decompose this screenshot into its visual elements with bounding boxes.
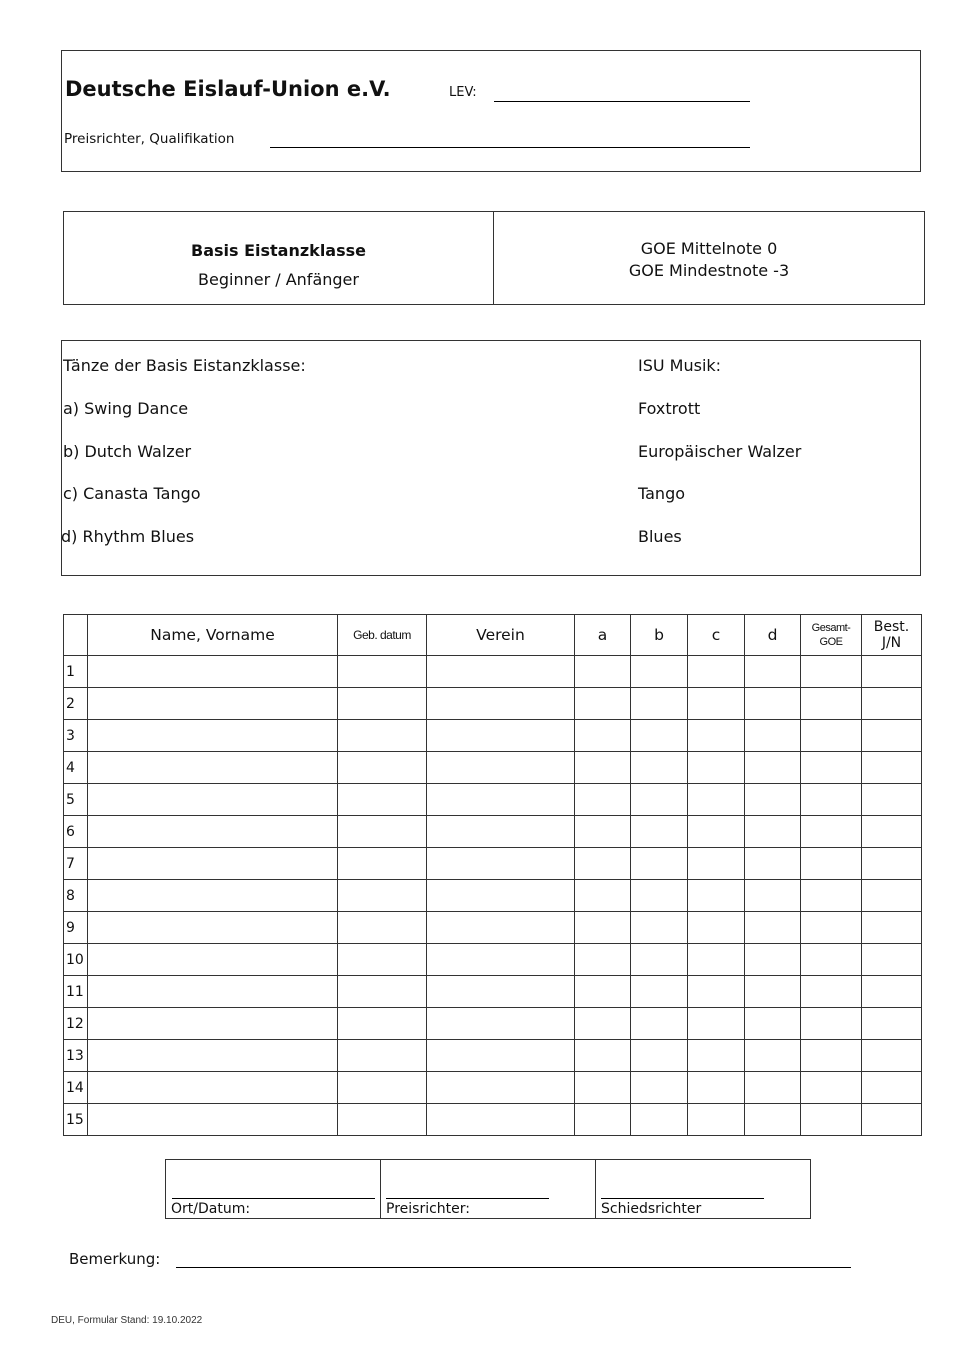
score-a-cell[interactable] (575, 656, 631, 688)
goe-info (494, 212, 924, 304)
passed-cell[interactable] (862, 784, 922, 816)
total-goe-cell[interactable] (801, 1008, 862, 1040)
club-cell[interactable] (427, 784, 575, 816)
table-row (64, 1072, 922, 1104)
row-number: 2 (64, 688, 88, 720)
score-c-cell[interactable] (688, 656, 745, 688)
score-c-cell[interactable] (688, 816, 745, 848)
place-date-line[interactable] (172, 1198, 375, 1199)
score-a-cell[interactable] (575, 752, 631, 784)
score-b-cell[interactable] (631, 656, 688, 688)
table-row (64, 1040, 922, 1072)
judge-line[interactable] (386, 1198, 549, 1199)
birthdate-cell[interactable] (338, 720, 427, 752)
music-heading: ISU Musik: (638, 356, 722, 375)
score-c-cell[interactable] (688, 976, 745, 1008)
row-number: 8 (64, 880, 88, 912)
score-a-cell[interactable] (575, 976, 631, 1008)
score-a-cell[interactable] (575, 816, 631, 848)
score-c-cell[interactable] (688, 1072, 745, 1104)
organization-title: Deutsche Eislauf-Union e.V. (65, 77, 391, 101)
place-date-label: Ort/Datum: (171, 1201, 251, 1217)
passed-cell[interactable] (862, 912, 922, 944)
total-goe-cell[interactable] (801, 912, 862, 944)
name-cell[interactable] (88, 976, 338, 1008)
total-goe-cell[interactable] (801, 848, 862, 880)
score-b-cell[interactable] (631, 848, 688, 880)
score-b-cell[interactable] (631, 912, 688, 944)
score-d-cell[interactable] (745, 688, 801, 720)
name-cell[interactable] (88, 752, 338, 784)
passed-cell[interactable] (862, 976, 922, 1008)
club-cell[interactable] (427, 848, 575, 880)
birthdate-cell[interactable] (338, 784, 427, 816)
header-box (61, 50, 921, 172)
passed-cell[interactable] (862, 688, 922, 720)
score-d-cell[interactable] (745, 1072, 801, 1104)
birthdate-cell[interactable] (338, 752, 427, 784)
total-goe-cell[interactable] (801, 720, 862, 752)
birthdate-cell[interactable] (338, 688, 427, 720)
score-d-cell[interactable] (745, 880, 801, 912)
score-b-cell[interactable] (631, 880, 688, 912)
score-d-cell[interactable] (745, 656, 801, 688)
total-goe-cell[interactable] (801, 976, 862, 1008)
form-version-footer: DEU, Formular Stand: 19.10.2022 (51, 1315, 203, 1326)
birthdate-cell[interactable] (338, 912, 427, 944)
score-d-cell[interactable] (745, 976, 801, 1008)
row-number: 1 (64, 656, 88, 688)
remark-input-line[interactable] (176, 1267, 851, 1268)
score-c-cell[interactable] (688, 848, 745, 880)
score-a-cell[interactable] (575, 720, 631, 752)
birthdate-cell[interactable] (338, 1104, 427, 1136)
col-header-c: c (688, 615, 745, 656)
score-b-cell[interactable] (631, 1072, 688, 1104)
score-d-cell[interactable] (745, 1008, 801, 1040)
score-b-cell[interactable] (631, 816, 688, 848)
passed-cell[interactable] (862, 1104, 922, 1136)
name-cell[interactable] (88, 1008, 338, 1040)
name-cell[interactable] (88, 1040, 338, 1072)
table-row (64, 880, 922, 912)
score-b-cell[interactable] (631, 1040, 688, 1072)
passed-cell[interactable] (862, 1040, 922, 1072)
goe-average: GOE Mittelnote 0 (640, 239, 778, 258)
music-item: Europäischer Walzer (638, 442, 802, 461)
club-cell[interactable] (427, 1008, 575, 1040)
dances-box (61, 340, 921, 576)
table-row (64, 784, 922, 816)
name-cell[interactable] (88, 1072, 338, 1104)
row-number: 4 (64, 752, 88, 784)
total-goe-cell[interactable] (801, 688, 862, 720)
name-cell[interactable] (88, 880, 338, 912)
col-header-name: Name, Vorname (88, 615, 338, 656)
birthdate-cell[interactable] (338, 880, 427, 912)
qualification-label: Preisrichter, Qualifikation (64, 131, 235, 147)
total-goe-cell[interactable] (801, 1040, 862, 1072)
name-cell[interactable] (88, 656, 338, 688)
score-a-cell[interactable] (575, 1008, 631, 1040)
passed-cell[interactable] (862, 816, 922, 848)
passed-cell[interactable] (862, 1008, 922, 1040)
dance-item: a) Swing Dance (63, 399, 189, 418)
total-goe-cell[interactable] (801, 656, 862, 688)
birthdate-cell[interactable] (338, 1072, 427, 1104)
score-a-cell[interactable] (575, 944, 631, 976)
score-a-cell[interactable] (575, 1040, 631, 1072)
qualification-input-line[interactable] (270, 147, 750, 148)
class-box (63, 211, 925, 305)
score-a-cell[interactable] (575, 848, 631, 880)
music-item: Tango (638, 484, 686, 503)
class-title: Basis Eistanzklasse (191, 241, 366, 260)
passed-cell[interactable] (862, 1072, 922, 1104)
score-b-cell[interactable] (631, 976, 688, 1008)
referee-label: Schiedsrichter (601, 1201, 702, 1217)
total-goe-line1: Gesamt- (811, 622, 851, 634)
signature-box (165, 1159, 811, 1219)
score-d-cell[interactable] (745, 912, 801, 944)
place-date-cell[interactable] (166, 1160, 381, 1218)
club-cell[interactable] (427, 720, 575, 752)
club-cell[interactable] (427, 688, 575, 720)
score-c-cell[interactable] (688, 944, 745, 976)
table-header-row (64, 615, 922, 656)
score-d-cell[interactable] (745, 1104, 801, 1136)
class-info (64, 212, 494, 304)
table-row (64, 688, 922, 720)
birthdate-cell[interactable] (338, 1008, 427, 1040)
score-d-cell[interactable] (745, 752, 801, 784)
score-b-cell[interactable] (631, 752, 688, 784)
club-cell[interactable] (427, 1104, 575, 1136)
birthdate-cell[interactable] (338, 1040, 427, 1072)
club-cell[interactable] (427, 1072, 575, 1104)
club-cell[interactable] (427, 656, 575, 688)
club-cell[interactable] (427, 976, 575, 1008)
score-table (63, 614, 922, 1136)
lev-label: LEV: (449, 85, 477, 100)
table-row (64, 1008, 922, 1040)
row-number: 12 (64, 1008, 88, 1040)
total-goe-cell[interactable] (801, 816, 862, 848)
passed-cell[interactable] (862, 880, 922, 912)
name-cell[interactable] (88, 1104, 338, 1136)
birthdate-cell[interactable] (338, 656, 427, 688)
passed-line2: J/N (881, 635, 902, 651)
passed-cell[interactable] (862, 944, 922, 976)
name-cell[interactable] (88, 720, 338, 752)
row-number: 15 (64, 1104, 88, 1136)
referee-line[interactable] (601, 1198, 764, 1199)
club-cell[interactable] (427, 1040, 575, 1072)
score-b-cell[interactable] (631, 1104, 688, 1136)
club-cell[interactable] (427, 880, 575, 912)
score-a-cell[interactable] (575, 784, 631, 816)
judge-cell[interactable] (381, 1160, 596, 1218)
score-d-cell[interactable] (745, 944, 801, 976)
score-d-cell[interactable] (745, 816, 801, 848)
score-d-cell[interactable] (745, 720, 801, 752)
table-row (64, 1104, 922, 1136)
total-goe-cell[interactable] (801, 1072, 862, 1104)
score-b-cell[interactable] (631, 688, 688, 720)
score-a-cell[interactable] (575, 688, 631, 720)
score-c-cell[interactable] (688, 912, 745, 944)
dance-item: c) Canasta Tango (63, 484, 201, 503)
score-c-cell[interactable] (688, 784, 745, 816)
judge-label: Preisrichter: (386, 1201, 470, 1217)
passed-cell[interactable] (862, 720, 922, 752)
row-number: 6 (64, 816, 88, 848)
score-c-cell[interactable] (688, 688, 745, 720)
table-row (64, 848, 922, 880)
score-d-cell[interactable] (745, 784, 801, 816)
dances-heading: Tänze der Basis Eistanzklasse: (63, 356, 306, 375)
name-cell[interactable] (88, 784, 338, 816)
name-cell[interactable] (88, 944, 338, 976)
total-goe-cell[interactable] (801, 1104, 862, 1136)
lev-input-line[interactable] (494, 101, 750, 102)
score-b-cell[interactable] (631, 720, 688, 752)
passed-cell[interactable] (862, 752, 922, 784)
score-d-cell[interactable] (745, 848, 801, 880)
music-item: Foxtrott (638, 399, 701, 418)
total-goe-cell[interactable] (801, 784, 862, 816)
score-c-cell[interactable] (688, 880, 745, 912)
birthdate-cell[interactable] (338, 848, 427, 880)
col-header-passed (862, 615, 922, 656)
table-row (64, 912, 922, 944)
col-header-b: b (631, 615, 688, 656)
score-c-cell[interactable] (688, 1104, 745, 1136)
club-cell[interactable] (427, 752, 575, 784)
passed-cell[interactable] (862, 656, 922, 688)
name-cell[interactable] (88, 848, 338, 880)
row-number: 11 (64, 976, 88, 1008)
col-header-number (64, 615, 88, 656)
dance-item: d) Rhythm Blues (61, 527, 195, 546)
table-row (64, 976, 922, 1008)
birthdate-cell[interactable] (338, 976, 427, 1008)
score-a-cell[interactable] (575, 912, 631, 944)
col-header-d: d (745, 615, 801, 656)
col-header-club: Verein (427, 615, 575, 656)
referee-cell[interactable] (596, 1160, 810, 1218)
row-number: 13 (64, 1040, 88, 1072)
dance-item: b) Dutch Walzer (63, 442, 192, 461)
table-row (64, 752, 922, 784)
row-number: 3 (64, 720, 88, 752)
passed-cell[interactable] (862, 848, 922, 880)
passed-line1: Best. (873, 619, 910, 635)
goe-minimum: GOE Mindestnote -3 (628, 261, 790, 280)
score-a-cell[interactable] (575, 1072, 631, 1104)
row-number: 10 (64, 944, 88, 976)
total-goe-cell[interactable] (801, 880, 862, 912)
total-goe-line2: GOE (819, 636, 843, 648)
table-row (64, 720, 922, 752)
class-subtitle: Beginner / Anfänger (198, 270, 359, 289)
row-number: 5 (64, 784, 88, 816)
birthdate-cell[interactable] (338, 816, 427, 848)
row-number: 7 (64, 848, 88, 880)
row-number: 14 (64, 1072, 88, 1104)
club-cell[interactable] (427, 816, 575, 848)
remark-label: Bemerkung: (69, 1250, 161, 1268)
score-a-cell[interactable] (575, 880, 631, 912)
birthdate-cell[interactable] (338, 944, 427, 976)
score-d-cell[interactable] (745, 1040, 801, 1072)
col-header-birthdate: Geb. datum (338, 615, 427, 656)
music-item: Blues (638, 527, 682, 546)
col-header-a: a (575, 615, 631, 656)
col-header-total-goe (801, 615, 862, 656)
score-c-cell[interactable] (688, 752, 745, 784)
score-c-cell[interactable] (688, 720, 745, 752)
score-a-cell[interactable] (575, 1104, 631, 1136)
total-goe-cell[interactable] (801, 944, 862, 976)
name-cell[interactable] (88, 912, 338, 944)
score-c-cell[interactable] (688, 1008, 745, 1040)
row-number: 9 (64, 912, 88, 944)
club-cell[interactable] (427, 944, 575, 976)
club-cell[interactable] (427, 912, 575, 944)
score-b-cell[interactable] (631, 1008, 688, 1040)
total-goe-cell[interactable] (801, 752, 862, 784)
table-row (64, 816, 922, 848)
name-cell[interactable] (88, 688, 338, 720)
table-row (64, 944, 922, 976)
table-row (64, 656, 922, 688)
score-b-cell[interactable] (631, 944, 688, 976)
name-cell[interactable] (88, 816, 338, 848)
score-b-cell[interactable] (631, 784, 688, 816)
score-c-cell[interactable] (688, 1040, 745, 1072)
